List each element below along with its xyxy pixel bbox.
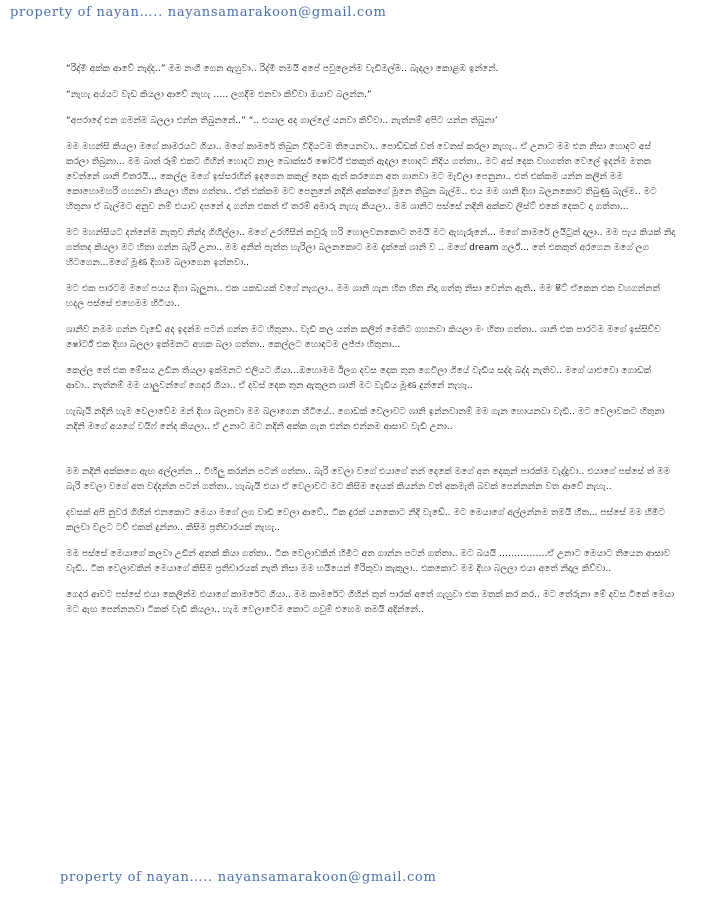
paragraph-2: “නැහැ අය්යට වැඩ කියලා ආවේ නැහැ ….. ලගදීම එනවා කිව්වා ඔයාව බලන්න.” (66, 90, 372, 100)
paragraph-5: මට මහන්සියට දන්නේම නැතුව නින්ද ගිහිල්ලා.. මගේ උරහිසින් කවුරු හරි හොලවනකොට තමයි මට ඇහැරුනේ... මගේ කාමරේ ලයිටුත් දාලා.. මම පැය කියක් නිදා ගත්තද කියලා මට හිතා ගන්න බැරි උනා.. මම අනිත් පැත්ත හැරිලා බලනකොට මම දැක්කේ ශානි ව .. මගේ dream ගර්ල්... තේ එකකුත් අරගෙන මගේ ලග හිටගෙන...මගේ මූණ දිහාම බලාගෙන ඉන්නවා.. (66, 228, 676, 268)
paragraph-3: “අපරාදේ එන ගමන්ම බලලා එන්න තිබුනනේ..” “.. එයාල අද ගාල්ලේ යනවා කිව්වා.. නැත්නම් අපිට යන්න තිබුනා’ (66, 116, 498, 126)
paragraph-11: දවසක් අපි නුවර ගිහින් එනකොට මෙයා මගේ ලග වාඩි වෙලා ආවේ.. ටික දුරක් යනකොට නිදි වැඩේ.. මට මෙයාගේ අල්ලන්නම තමයි හිත... පස්සේ මම හිමිට කලවා වලට ටච් එකක් දුන්නා.. කිසිම ප්‍රතිචාරයක් නැහැ.. (66, 508, 665, 533)
paragraph-7: ශානිව නමම ගන්න වැඩේ අද ඉදන්ම පටන් ගන්න මට හිතුනා.. වැඩි කල යන්න කලින් මෙකිට ගහනවා කියලා මං හිතා ගත්තා.. ශානි එක පාරටම මගේ ඉස්සිච්ච ෂෝර්ට් එක දිහා බලලා ඉක්මනට අහක බලා ගත්තා.. කෙල්ලට හොඳටම ලජ්ජා හිතුනා... (66, 325, 661, 350)
paragraph-8: කෙල්ල තේ එක මේසය උඩින තියලා ඉක්මනට එලියට ගියා...ඔහොමම ඊලග දවස දෙක තුන ගෙවිලා ගියේ වැඩිය සද්ද බද්ද නැතිව.. මගේ යාළුවො ගොඩක් ආවා.. නැත්නම් මම යාලුවන්ගේ ගෙදර ගියා.. ඒ දවස් දෙක තුන ඇතුලත ශානි මට වැඩිය මූණ දුන්නේ නැහැ.. (66, 366, 652, 391)
page-header: property of nayan….. nayansamarakoon@gmail.com (10, 5, 387, 20)
paragraph-1: “රිද්මී අක්ක ආවේ නැද්ද..” මම නංගි ගෙන ඇහුවා.. රිද්මී තමයි අපේ පවුලෙන්ම වැඩිමල්ම.. බැදලා කොළඹ ඉන්නේ. (66, 64, 499, 74)
paragraph-9: හැබැයි නදිනි හැම වෙලාවේම මන් දිහා බලනවා මම බලාගෙන හිටියේ.. ගොඩක් වෙලාවට ශානි ඉන්නවානම් මම ගැන හොයනවා වැඩි.. මට වෙලාවකට හිතුනා නදිනි මගේ අයගේ වයිෆ් නේද කියලා.. ඒ උනාට මට නදිනි අක්ක ගැන එන්න එන්නම ආසාව වැඩි උනා.. (66, 407, 665, 432)
paragraph-6: මට එක පාරටම මගේ පයය දිහා බැලුනා.. එක යකඩයක් වගේ නැගලා.. මම ශානි ගැන හිත හිත නිදා ගත්තු නිසා වෙන්න ඇති.. මම ෂීට් ඒකෙන එක වහගන්නත් හදල පස්සේ එහෙමම හිටියා.. (66, 284, 660, 309)
paragraph-13: ගෙදර ආවට පස්සේ එයා කෙලින්ම එයාගේ කාමරේට ගියා.. මම කාමරේට ගිහින් තුන් පාරක් අතේ ගැහුවා එක මතක් කර කර.. මට තේරුනා මේ දවස ටිකේ මෙයා මට ඇඟ පෙන්නනවා ටිකක් වැඩි කියලා.. හැම වෙලාවේම කොට ගවුම් එහෙම තමයි අදින්නේ.. (66, 590, 675, 615)
document-body (66, 62, 676, 618)
page-footer: property of nayan….. nayansamarakoon@gmail.com (60, 870, 437, 885)
paragraph-10: මම නදිනි අක්කගෙ ඇඟ අල්ලන්න .. විහිලු කරන්න පටන් ගත්තා.. බැරි වෙලා වගේ එයාගේ තන් දෙකේ මගේ අත දෙකුන් පාරක්ම වැද්දුවා.. එයාගේ පස්සේ ත් මම බැරි වෙලා වගේ අත වද්දන්න පටන් ගත්තා.. හැබැයි එයා ඒ වෙලාවට මට කිසිම දෙයක් කියන්න වත් අකමැති බවක් පෙන්නන්න වත ආවේ නැහැ.. (66, 467, 671, 492)
paragraph-12: මම පස්සේ මෙයාගේ කලවා උඩින් අතක් කියා ගත්තා.. ටික වෙලාවකින් හිමිට අත ගාන්න පටන් ගත්තා.. මට බයයි …………….ඒ උනාට මෙයාට තියෙන ආසාව වැඩි.. ටික වෙලාවකින් මෙයාගේ කිසිම ප්‍රතිචාරයක් නැති නිසා මම හයියෙන් මිරිකුවා කැකුලා.. එකකොට මම දිහා බලලා එයා අතේ නිදාල කිව්වා.. (66, 549, 671, 574)
paragraph-4: මම මහන්සි කියලා මගේ කාමරයට ගියා.. මගේ කාමරේ තිබුන විදියටම තියෙනවා.. පොඩ්ඩක් වත් වෙනස් කරලා නැහැ.. ඒ උනාට මම එන නිසා හොදට අස් කරලා තිබුනා... මම බාත් රූම් එකට ගිහින් හොදට නාල බොක්සර් ෂෝර්ට් එකකුත් ඇදලා හොදට නිදිය ගත්තා.. මට අස් දෙක වහගත්ත වෙලේ ඉදන්ම මතක වෙන්නේ ශානි විතරයි... කෙල්ල මගේ ඉස්සරහින් ඉදගෙන කකුල් දෙක ඇත් කරගෙන අත ගානවා මට මැවිලා පෙනුනා.. එත් එක්කම යන්න කලින් මම කොහොමහරි ගහනවා කියලා හිතා ගත්තා.. ඒත් එක්කම මට පෙනුනේ නදිනි අක්කගේ මූනෙ තිබුන බැල්ම.. එය මම ශානි දිහා බලනකොට තිබුණු බැල්ම.. මට හිතුනා ඒ බැල්මට අනුව නම් එයාව දපනේ දා ගන්න එකත් ඒ තරම් අමාරු නැහැ කියලා.. මම ශානිට පස්සේ නදිනි අක්කව ලිස්ට් එකේ දෙකට දා ගත්තා... (66, 142, 657, 212)
